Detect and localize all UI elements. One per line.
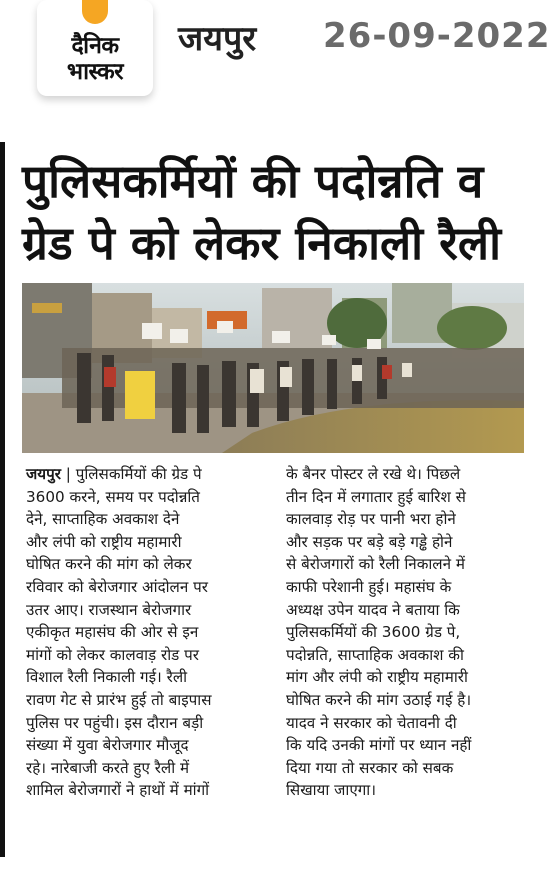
article-left-line: संख्या में युवा बेरोजगार मौजूद — [26, 736, 189, 755]
article-right-line: सिखाया जाएगा। — [286, 781, 376, 800]
article-left-line: मांगों को लेकर कालवाड़ रोड पर — [26, 645, 199, 664]
rally-photo-image — [22, 283, 524, 453]
article-right-line: कि यदि उनकी मांगों पर ध्यान नहीं — [286, 736, 472, 755]
article-right-line: अध्यक्ष उपेन यादव ने बताया कि — [286, 600, 460, 619]
article-left-line: और लंपी को राष्ट्रीय महामारी — [26, 532, 182, 551]
edition-city: जयपुर — [178, 19, 257, 59]
article-left-line: 3600 करने, समय पर पदोन्नति — [26, 487, 200, 506]
article-headline — [22, 150, 537, 274]
article-right-line: पुलिसकर्मियों की 3600 ग्रेड पे, — [286, 623, 461, 642]
article-right-line: दिया गया तो सरकार को सबक — [286, 758, 454, 777]
logo-text-line1: दैनिक — [71, 33, 119, 59]
article-column-right — [286, 463, 526, 802]
article-dateline: जयपुर — [26, 465, 61, 483]
logo-text-line2: भास्कर — [66, 59, 124, 85]
dainik-bhaskar-logo — [37, 0, 153, 96]
article-right-line: पदोन्नति, साप्ताहिक अवकाश की — [286, 645, 464, 664]
article-left-line: रविवार को बेरोजगार आंदोलन पर — [26, 577, 208, 596]
article-right-line: यादव ने सरकार को चेतावनी दी — [286, 713, 457, 732]
article-right-line: के बैनर पोस्टर ले रखे थे। पिछले — [286, 465, 461, 483]
article-left-line: रहे। नारेबाजी करते हुए रैली में — [26, 758, 190, 777]
article-column-left — [26, 463, 266, 802]
rally-photo — [22, 283, 524, 453]
headline-line2: ग्रेड पे को लेकर निकाली रैली — [22, 216, 502, 270]
article-right-line: घोषित करने की मांग उठाई गई है। — [286, 690, 472, 709]
left-border-rule — [0, 142, 5, 857]
article-left-line: रावण गेट से प्रारंभ हुई तो बाइपास — [26, 690, 212, 709]
article-left-line: | पुलिसकर्मियों की ग्रेड पे — [65, 465, 202, 483]
article-right-line: से बेरोजगारों को रैली निकालने में — [286, 555, 465, 574]
article-right-line: कालवाड़ रोड़ पर पानी भरा होने — [286, 510, 456, 529]
masthead — [0, 0, 552, 108]
article-right-line: मांग और लंपी को राष्ट्रीय महामारी — [286, 668, 468, 687]
edition-date: 26-09-2022 — [323, 16, 551, 56]
article-right-line: तीन दिन में लगातार हुई बारिश से — [286, 487, 466, 506]
headline-line1: पुलिसकर्मियों की पदोन्नति व — [22, 154, 484, 208]
article-left-line: उतर आए। राजस्थान बेरोजगार — [26, 600, 192, 619]
article-right-line: और सड़क पर बड़े बड़े गड्ढे होने — [286, 532, 453, 551]
article-left-line: घोषित करने की मांग को लेकर — [26, 555, 192, 574]
article-left-line: शामिल बेरोजगारों ने हाथों में मांगों — [26, 781, 210, 800]
article-left-line: एकीकृत महासंघ की ओर से इन — [26, 623, 199, 642]
article-left-line: देने, साप्ताहिक अवकाश देने — [26, 510, 180, 529]
logo-sun-icon — [82, 0, 108, 24]
article-left-line: पुलिस पर पहुंची। इस दौरान बड़ी — [26, 713, 204, 732]
article-right-line: काफी परेशानी हुई। महासंघ के — [286, 577, 452, 596]
article-left-line: विशाल रैली निकाली गई। रैली — [26, 668, 188, 687]
